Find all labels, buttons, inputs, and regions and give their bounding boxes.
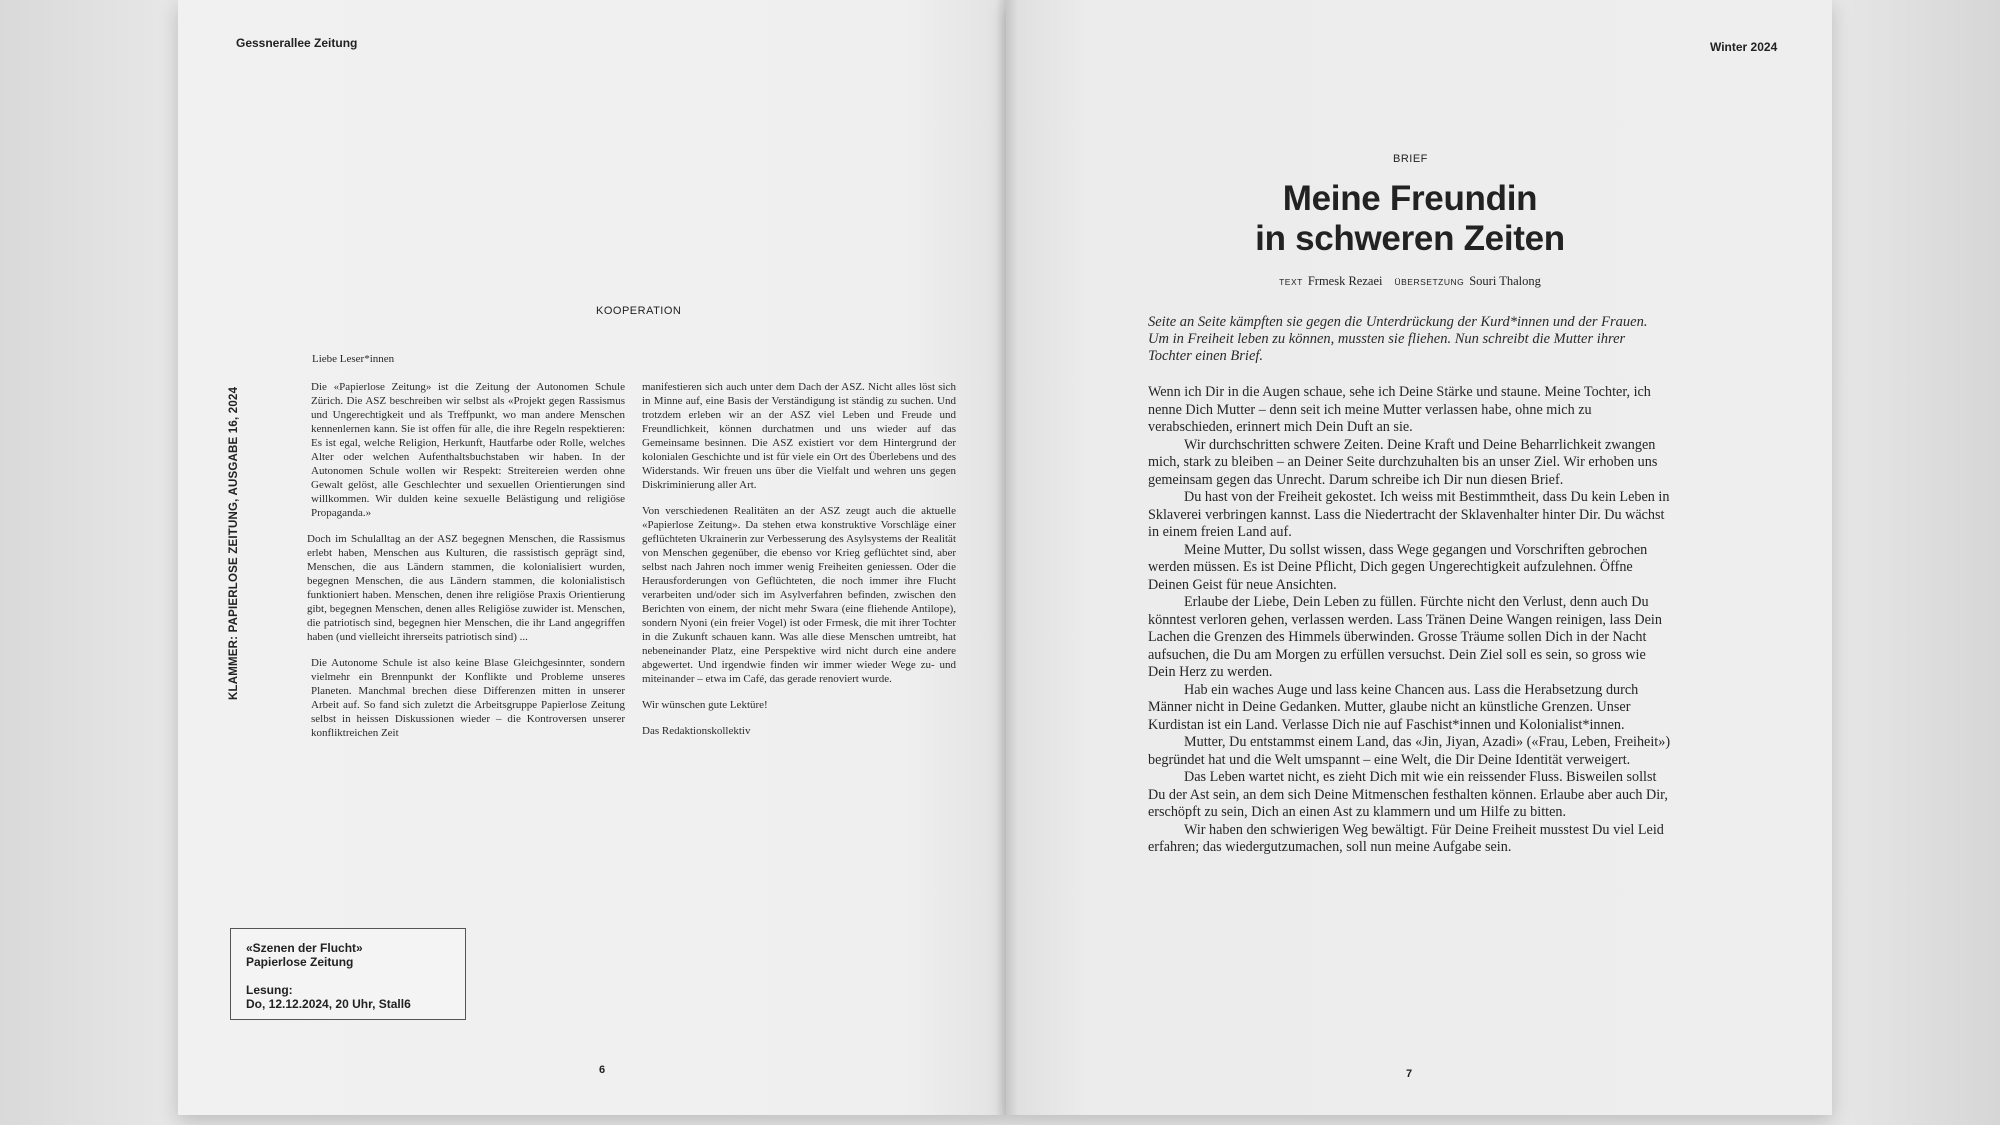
infobox-subtitle: Papierlose Zeitung (246, 955, 354, 969)
article-credits (1160, 274, 1660, 289)
text-label: TEXT (1279, 277, 1303, 287)
page-number-left: 6 (599, 1064, 606, 1076)
body-paragraph: Du hast von der Freiheit gekostet. Ich weiss mit Bestimmtheit, dass Du kein Leben in Sklaverei verbringen kannst. Lass die Niedertracht der Sklavenhalter hinter Dir. Du wächst in einem freien Land auf. (1148, 489, 1670, 540)
body-paragraph: Erlaube der Liebe, Dein Leben zu füllen. Fürchte nicht den Verlust, denn auch Du könntest verloren gehen, verlassen werden. Lass Tränen Deine Wangen reinigen, lass Dein Lachen die Grenzen des Himmels überwinden. Grosse Träume sollen Dich in der Nacht aufsuchen, die Du am Morgen zu erfüllen versuchst. Dein Ziel soll es sein, so gross wie Dein Herz zu werden. (1148, 594, 1662, 680)
translation-label: ÜBERSETZUNG (1394, 277, 1465, 287)
page-number-right: 7 (1406, 1068, 1413, 1080)
infobox-title: «Szenen der Flucht» (246, 941, 363, 955)
running-head-right: Winter 2024 (1710, 40, 1778, 54)
infobox-date: Do, 12.12.2024, 20 Uhr, Stall6 (246, 997, 411, 1011)
body-paragraph: Wenn ich Dir in die Augen schaue, sehe ich Deine Stärke und staune. Meine Tochter, ich nenne Dich Mutter – denn seit ich meine Mutter verlassen habe, ohne mich zu verabschieden, erinnert mich Dein Duft an sie. (1148, 384, 1651, 435)
article-column-2 (642, 380, 956, 750)
spine-fold (996, 0, 1018, 1115)
translator-name: Souri Thalong (1469, 274, 1541, 288)
running-head-left: Gessnerallee Zeitung (236, 36, 358, 50)
headline-line-1: Meine Freundin (1282, 179, 1538, 218)
body-paragraph: Das Leben wartet nicht, es zieht Dich mit wie ein reissender Fluss. Bisweilen sollst Du der Ast sein, an dem sich Deine Mitmenschen festhalten können. Erlaube aber auch Dir, erschöpft zu sein, Dich an einen Ast zu klammern und um Hilfe zu bitten. (1148, 769, 1668, 820)
salutation: Liebe Leser*innen (312, 353, 395, 365)
column2-paragraph: Wir wünschen gute Lektüre! (642, 699, 768, 711)
column1-paragraph: Die Autonome Schule ist also keine Blase Gleichgesinnter, sondern vielmehr ein Brennpunkt der Konflikte und Probleme unseres Planeten. Manchmal brechen diese Differenzen mitten in unserer Arbeit auf. So fand sich zuletzt die Arbeitsgruppe Papierlose Zeitung selbst in heissen Diskussionen wieder – die Kontroversen unserer konfliktreichen Zeit (311, 657, 625, 739)
author-name: Frmesk Rezaei (1307, 274, 1383, 288)
body-paragraph: Hab ein waches Auge und lass keine Chancen aus. Lass die Herabsetzung durch Männer nicht in Deine Gedanken. Mutter, glaube nicht an künstliche Grenzen. Unser Kurdistan ist ein Land. Verlasse Dich nie auf Faschist*innen und Kolonialist*innen. (1148, 681, 1639, 733)
article-body (1148, 384, 1672, 857)
event-infobox (230, 928, 466, 1020)
column2-paragraph: Von verschiedenen Realitäten an der ASZ zeugt auch die aktuelle «Papierlose Zeitung». Da stehen etwa konstruktive Vorschläge einer geflüchteten Ukrainerin zur Verbesserung des Asylsystems der Realität von Menschen gegenüber, die ebenso vor Krieg geflüchtet sind, aber selbst nach Jahren noch immer wenig Freiheiten geniessen. Oder die Herausforderungen von Geflüchteten, die noch immer ihre Flucht verarbeiten und/oder sich im Asylverfahren befinden, zwischen den Berichten von einem, der nicht mehr Swara (eine fliehende Antilope), sondern Nyoni (ein freier Vogel) ist oder Frmesk, die mit ihrer Tochter in die Zukunft schauen kann. Was alle diese Menschen umtreibt, hat nebeneinander Platz, eine Perspektive wird nicht durch eine andere abgewertet. Und irgendwie finden wir immer wieder Wege zu- und miteinander – etwa im Café, das gerade renoviert wurde. (642, 505, 956, 685)
infobox-label: Lesung: (246, 983, 293, 997)
vertical-issue-label: KLAMMER: PAPIERLOSE ZEITUNG, AUSGABE 16, 2024 (228, 386, 240, 700)
body-paragraph: Wir haben den schwierigen Weg bewältigt. Für Deine Freiheit musstest Du viel Leid erfahren; das wiedergutzumachen, soll nun meine Aufgabe sein. (1148, 821, 1664, 855)
body-paragraph: Wir durchschritten schwere Zeiten. Deine Kraft und Deine Beharrlichkeit zwangen mich, stark zu bleiben – an Deiner Seite durchzuhalten bis an unser Ziel. Wir erhoben uns gemeinsam gegen das Unrecht. Darum schreibe ich Dir nun diesen Brief. (1148, 436, 1658, 488)
article-headline (1160, 179, 1660, 259)
section-label: KOOPERATION (596, 305, 682, 317)
article-lede: Seite an Seite kämpften sie gegen die Unterdrückung der Kurd*innen und der Frauen. Um in Freiheit leben zu können, mussten sie fliehen. Nun schreibt die Mutter ihrer Tochter einen Brief. (1148, 314, 1648, 364)
column1-paragraph: Doch im Schulalltag an der ASZ begegnen Menschen, die Rassismus erlebt haben, Menschen aus Kulturen, die rassistisch geprägt sind, Menschen, die aus Ländern stammen, die kolonialisiert wurden, begegnen Menschen, die aus Ländern stammen, die kolonialistisch funktioniert haben. Menschen, denen ihre religiöse Praxis Orientierung gibt, begegnen Menschen, denen alles Religiöse zuwider ist. Menschen, die patriotisch sind, begegnen hier Menschen, die ihr Land angegriffen haben (und vielleicht ihrerseits patriotisch sind) ... (307, 533, 625, 643)
column2-paragraph: manifestieren sich auch unter dem Dach der ASZ. Nicht alles löst sich in Minne auf, eine Basis der Verständigung ist ständig zu suchen. Und trotzdem erleben wir an der ASZ viel Leben und Freude und Freundlichkeit, können durchatmen und uns wieder auf das Gemeinsame besinnen. Die ASZ existiert vor dem Hintergrund der kolonialen Geschichte und ist für viele ein Ort des Überlebens und des Widerstands. Wir freuen uns über die Vielfalt und wehren uns gegen Diskriminierung aller Art. (642, 381, 956, 491)
headline-line-2: in schweren Zeiten (1255, 219, 1565, 258)
article-column-1 (307, 380, 625, 752)
column1-paragraph: Die «Papierlose Zeitung» ist die Zeitung der Autonomen Schule Zürich. Die ASZ beschreiben wir selbst als «Projekt gegen Rassismus und Ungerechtigkeit und als Treffpunkt, wo man andere Menschen kennenlernen kann. Sie ist offen für alle, die ihre Regeln respektieren: Es ist egal, welche Religion, Herkunft, Hautfarbe oder Rolle, welches Alter oder welchen Aufenthaltsbuchstaben wir haben. In der Autonomen Schule wollen wir Respekt: Streitereien werden ohne Gewalt gelöst, alle Geschlechter und sexuellen Orientierungen sind willkommen. Wir dulden keine sexuelle Belästigung und religiöse Propaganda.» (311, 381, 625, 519)
article-kicker: BRIEF (1393, 153, 1428, 165)
body-paragraph: Mutter, Du entstammst einem Land, das «Jin, Jiyan, Azadi» («Frau, Leben, Freiheit») begründet hat und die Welt umspannt – eine Welt, die Dir Deine Identität verweigert. (1148, 734, 1671, 768)
signature: Das Redaktionskollektiv (642, 725, 751, 737)
body-paragraph: Meine Mutter, Du sollst wissen, dass Wege gegangen und Vorschriften gebrochen werden müssen. Es ist Deine Pflicht, Dich gegen Ungerechtigkeit aufzulehnen. Öffne Deinen Geist für neue Ansichten. (1148, 541, 1648, 593)
